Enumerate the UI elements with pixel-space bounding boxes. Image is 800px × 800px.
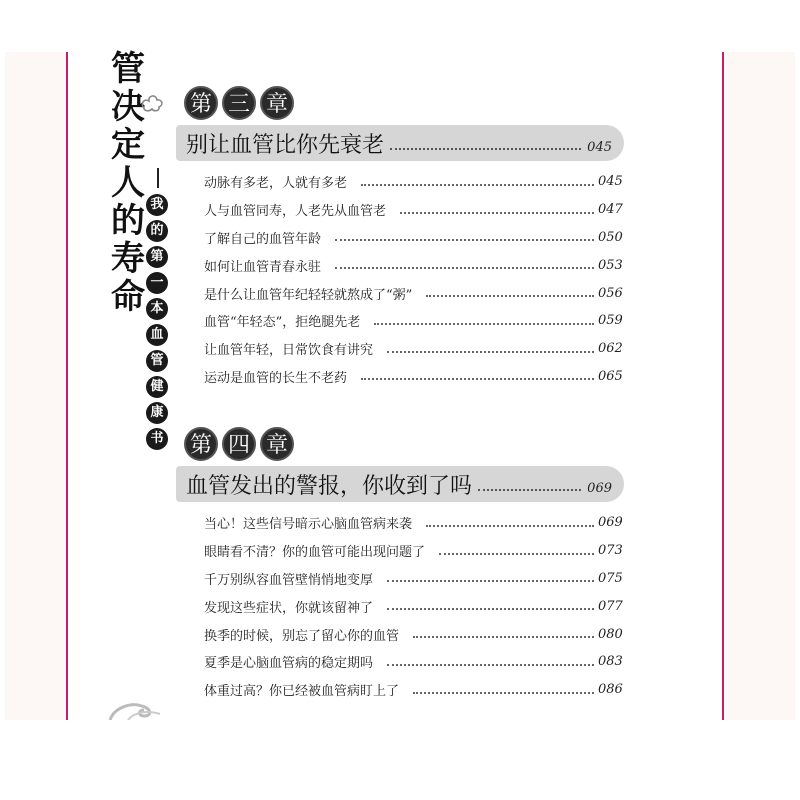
subtitle-char: 一 <box>146 272 168 294</box>
chapter-badge <box>184 427 294 461</box>
book-title-char: 定 <box>111 125 145 165</box>
toc-entry-page: 056 <box>598 285 623 301</box>
subtitle-char: 本 <box>146 298 168 320</box>
subtitle-char: 健 <box>146 376 168 398</box>
chapter-title-bar[interactable] <box>176 466 624 502</box>
leader-dots <box>426 525 594 527</box>
toc-entry-page: 077 <box>598 598 623 614</box>
chapter-badge-char: 章 <box>260 427 294 461</box>
toc-entry-page: 047 <box>598 202 623 218</box>
chapter-badge-char: 第 <box>184 86 218 120</box>
toc-entry-label: 血管“年轻态”，拒绝腿先老 <box>204 315 361 331</box>
toc-entry-label: 让血管年轻，日常饮食有讲究 <box>204 343 374 359</box>
chapter-page-number: 045 <box>587 139 612 155</box>
toc-entry[interactable] <box>204 363 622 391</box>
leader-dots <box>374 323 594 325</box>
chapter-badge-char: 四 <box>222 427 256 461</box>
left-margin-line <box>66 52 68 720</box>
toc-entry[interactable] <box>204 620 622 648</box>
toc-entry-label: 夏季是心脑血管病的稳定期吗 <box>204 656 374 672</box>
chapter-badge-char: 章 <box>260 86 294 120</box>
toc-entry-page: 073 <box>598 543 623 559</box>
toc-entry-page: 045 <box>598 174 623 190</box>
book-title-char: 寿 <box>111 239 145 279</box>
toc-entry-page: 069 <box>598 515 623 531</box>
toc-entry[interactable] <box>204 168 622 196</box>
leader-dots <box>426 295 594 297</box>
toc-entry[interactable] <box>204 307 622 335</box>
toc-entry-label: 动脉有多老，人就有多老 <box>204 176 348 192</box>
toc-entry-page: 086 <box>598 682 623 698</box>
toc-entry[interactable] <box>204 676 622 704</box>
toc-entry-label: 换季的时候，别忘了留心你的血管 <box>204 628 400 644</box>
chapter-badge-char: 三 <box>222 86 256 120</box>
book-subtitle <box>146 168 170 454</box>
subtitle-char: 的 <box>146 220 168 242</box>
chapter-title: 别让血管比你先衰老 <box>186 132 385 158</box>
toc-entry[interactable] <box>204 279 622 307</box>
toc-entry-page: 062 <box>598 341 623 357</box>
leader-dots <box>387 664 594 666</box>
toc-entry-page: 059 <box>598 313 623 329</box>
book-title-char: 决 <box>111 87 145 127</box>
toc-entry-label: 了解自己的血管年龄 <box>204 231 322 247</box>
leader-dots <box>439 553 594 555</box>
leader-dots <box>413 636 594 638</box>
leader-dots <box>335 239 594 241</box>
subtitle-dash <box>157 168 159 188</box>
toc-entry-page: 065 <box>598 368 623 384</box>
leader-dots <box>387 351 594 353</box>
toc-entry-label: 运动是血管的长生不老药 <box>204 370 348 386</box>
toc-entry[interactable] <box>204 335 622 363</box>
subtitle-char: 康 <box>146 402 168 424</box>
chapter-title-bar[interactable] <box>176 125 624 161</box>
chapter-title: 血管发出的警报，你收到了吗 <box>186 473 473 499</box>
toc-entry-page: 075 <box>598 570 623 586</box>
leader-dots <box>478 489 581 491</box>
swirl-ornament-icon <box>108 702 170 720</box>
toc-entry-label: 如何让血管青春永驻 <box>204 259 322 275</box>
chapter-badge-char: 第 <box>184 427 218 461</box>
subtitle-char: 我 <box>146 194 168 216</box>
toc-list <box>204 509 622 704</box>
chapter-page-number: 069 <box>587 480 612 496</box>
toc-entry[interactable] <box>204 224 622 252</box>
toc-entry[interactable] <box>204 592 622 620</box>
book-title-char: 命 <box>111 277 145 317</box>
toc-entry-label: 当心！这些信号暗示心脑血管病来袭 <box>204 517 413 533</box>
toc-entry-page: 050 <box>598 229 623 245</box>
subtitle-char: 管 <box>146 350 168 372</box>
toc-entry-page: 053 <box>598 257 623 273</box>
leader-dots <box>400 212 594 214</box>
toc-entry-label: 千万别纵容血管壁悄悄地变厚 <box>204 572 374 588</box>
toc-entry-label: 是什么让血管年纪轻轻就熬成了“粥” <box>204 287 413 303</box>
toc-entry-label: 眼睛看不清？你的血管可能出现问题了 <box>204 545 426 561</box>
toc-list <box>204 168 622 390</box>
right-margin-line <box>722 52 724 720</box>
book-title-char: 人 <box>111 163 145 203</box>
toc-entry-page: 080 <box>598 626 623 642</box>
leader-dots <box>390 148 581 150</box>
leader-dots <box>361 378 594 380</box>
toc-entry-label: 发现这些症状，你就该留神了 <box>204 600 374 616</box>
toc-entry-page: 083 <box>598 654 623 670</box>
subtitle-char: 书 <box>146 428 168 450</box>
leader-dots <box>387 608 594 610</box>
toc-entry-label: 人与血管同寿，人老先从血管老 <box>204 204 387 220</box>
toc-entry[interactable] <box>204 565 622 593</box>
leader-dots <box>361 184 594 186</box>
toc-entry[interactable] <box>204 196 622 224</box>
cloud-ornament-icon <box>140 92 164 114</box>
toc-entry[interactable] <box>204 537 622 565</box>
book-title-char: 的 <box>111 201 145 241</box>
toc-entry[interactable] <box>204 509 622 537</box>
toc-entry-label: 体重过高？你已经被血管病盯上了 <box>204 684 400 700</box>
book-title-char: 管 <box>111 49 145 89</box>
book-title <box>110 50 146 316</box>
leader-dots <box>387 580 594 582</box>
leader-dots <box>335 267 594 269</box>
chapter-badge <box>184 86 294 120</box>
subtitle-char: 第 <box>146 246 168 268</box>
toc-entry[interactable] <box>204 251 622 279</box>
subtitle-char: 血 <box>146 324 168 346</box>
leader-dots <box>413 692 594 694</box>
toc-entry[interactable] <box>204 648 622 676</box>
